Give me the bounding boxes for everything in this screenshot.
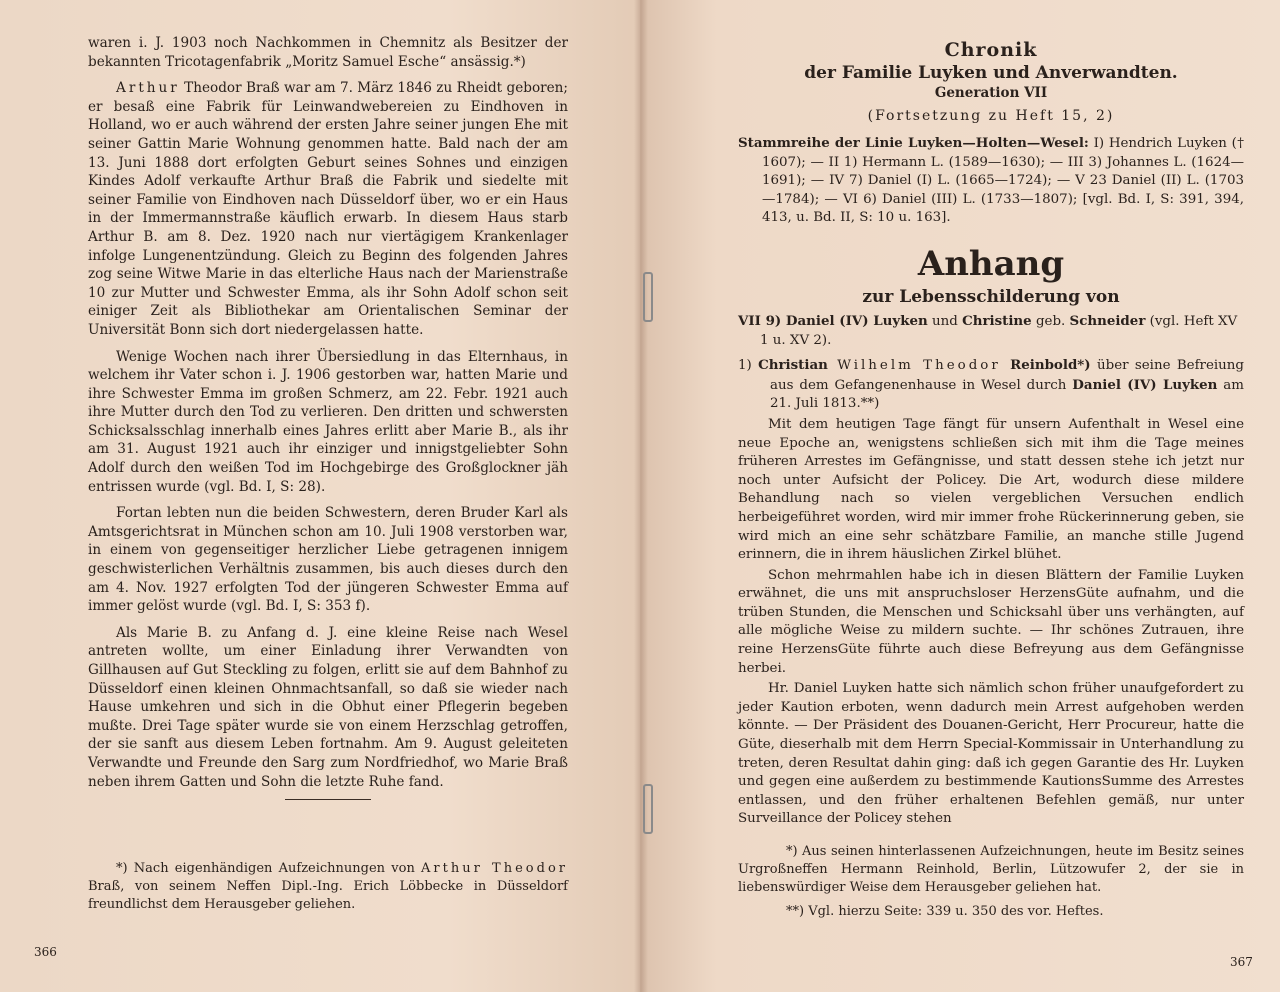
arthur-spaced-name: Arthur: [116, 80, 180, 97]
subject-name-2: Christine: [962, 312, 1032, 329]
staple-top: [643, 272, 653, 322]
lineage-text: I) Hendrich Luyken († 1607); — II 1) Hermann L. (1589—1630); — III 3) Johannes L. (1624—1691); — IV 7) Daniel (I) L. (1665—1724); — V 23 Daniel (II) L. (1703—1784); — VI 6) Daniel (III) L. (1733—1807); [vgl. Bd. I, S: 391, 394, 413, u. Bd. II, S: 10 u. 163].: [762, 136, 1244, 226]
subject-connector-1: und: [927, 313, 963, 329]
right-paragraph-3: Hr. Daniel Luyken hatte sich nämlich schon früher unaufgefordert zu jeder Kaution erboten, wenn dadurch mein Arrest aufgehoben werden könnte. — Der Präsident des Douanen-Gericht, Herr Procureur, hatte die Güte, dieserhalb mit dem Herrn Special-Kommissair in Unterhandlung zu treten, deren Resultat dahin ging: daß ich gegen Garantie des Hr. Luyken und gegen eine außerdem zu bestimmende KautionsSumme des Arrestes entlassen, und den früher erhaltenen Befehlen gemäß, nur unter Surveillance der Policey stehen: [738, 681, 1244, 827]
book-gutter: [634, 0, 648, 992]
continuation-note: (Fortsetzung zu Heft 15, 2): [867, 108, 1115, 124]
appendix-subheading: zur Lebensschilderung von: [862, 286, 1120, 307]
left-footnote-pre: *) Nach eigenhändigen Aufzeichnungen von: [116, 861, 422, 876]
staple-bottom: [643, 784, 653, 834]
section-divider: [285, 799, 371, 800]
item-1-text: über seine Befreiung aus dem Gefangenenhause in Wesel durch: [770, 358, 1244, 393]
left-footnote-post: Braß, von seinem Neffen Dipl.-Ing. Erich Löbbecke in Düsseldorf freundlichst dem Herausgeber geliehen.: [88, 879, 568, 912]
subject-reference: (vgl. Heft XV 1 u. XV 2).: [760, 313, 1238, 348]
item-1-middle-names: Wilhelm Theodor: [827, 358, 1011, 374]
lineage-label: Stammreihe der Linie Luyken—Holten—Wesel:: [738, 135, 1089, 151]
left-paragraph-2: [88, 79, 568, 339]
subject-name-3: Schneider: [1069, 312, 1146, 329]
item-1-rescuer: Daniel (IV) Luyken: [1072, 376, 1218, 393]
right-paragraph-2: Schon mehrmahlen habe ich in diesen Blättern der Familie Luyken erwähnet, die uns mit anspruchsloser HerzensGüte aufnahm, und die trüben Stunden, die Menschen und Schicksahl über uns verhängten, auf alle mögliche Weise zu mildern suchte. — Ihr schönes Zutrauen, ihre reine HerzensGüte führte auch diese Befreyung aus dem Gefängnisse herbei.: [738, 567, 1244, 676]
subject-connector-2: geb.: [1031, 313, 1070, 329]
left-page-number: 366: [34, 945, 57, 959]
chronicle-subtitle: der Familie Luyken und Anverwandten.: [804, 63, 1178, 83]
left-paragraph-4: Fortan lebten nun die beiden Schwestern, deren Bruder Karl als Amtsgerichtsrat in München schon am 10. Juli 1908 verstorben war, in einem von gegenseitiger herzlicher Liebe getragenen innigem geschwisterlichen Verhältnis zusammen, bis auch dieses durch den am 4. Nov. 1927 erfolgten Tod der jüngeren Schwester Emma auf immer gelöst wurde (vgl. Bd. I, S: 353 f).: [88, 505, 568, 615]
subject-line: [738, 312, 1244, 350]
item-1-date: am 21. Juli 1813.**): [770, 377, 1244, 412]
right-footnote-1: *) Aus seinen hinterlassenen Aufzeichnungen, heute im Besitz seines Urgroßneffen Hermann Reinhold, Berlin, Lützowufer 2, der sie in liebenswürdiger Weise dem Herausgeber geliehen hat.: [738, 844, 1244, 895]
left-footnote: [88, 860, 568, 914]
left-page-body: [88, 34, 568, 800]
left-paragraph-2-text: Theodor Braß war am 7. März 1846 zu Rheidt geboren; er besaß eine Fabrik für Leinwandwebereien zu Eindhoven in Holland, wo er auch während der ersten Jahre seiner jungen Ehe mit seiner Gattin Marie Wohnung genommen hatte. Bald nach der am 13. Juni 1888 dort erfolgten Geburt seines Sohnes und einzigen Kindes Adolf verkaufte Arthur Braß die Fabrik und siedelte mit seiner Familie von Eindhoven nach Düsseldorf über, wo er ein Haus in der Immermannstraße käuflich erwarb. In diesem Haus starb Arthur B. am 8. Dez. 1920 nach nur viertägigem Krankenlager infolge Lungenentzündung. Gleich zu Beginn des folgenden Jahres zog seine Witwe Marie in das elterliche Haus nach der Marienstraße 10 zur Mutter und Schwester Emma, als ihr Sohn Adolf schon seit einiger Zeit als Bibliothekar am Orientalischen Seminar der Universität Bonn sich dort niedergelassen hatte.: [88, 80, 569, 338]
right-page-number: 367: [1230, 955, 1253, 969]
item-1-number: 1): [738, 358, 759, 374]
right-footnote-2: **) Vgl. hierzu Seite: 339 u. 350 des vor. Heftes.: [786, 904, 1104, 919]
right-paragraph-1: Mit dem heutigen Tage fängt für unsern Aufenthalt in Wesel eine neue Epoche an, wenigstens schließen sich mit ihm die Tage meines früheren Arrestes im Gefängnisse, und statt dessen stehe ich jetzt nur noch unter Aufsicht der Policey. Die Art, wodurch diese mildere Behandlung nach so vielen vergeblichen Versuchen endlich herbeigeführet worden, wird mir immer frohe Rückerinnerung geben, sie wird mich an eine sehr schätzbare Familie, an manche stille Jugend erinnern, die in ihrem häuslichen Zirkel blühet.: [738, 416, 1244, 563]
right-page-body: [738, 38, 1244, 831]
left-paragraph-3: Wenige Wochen nach ihrer Übersiedlung in das Elternhaus, in welchem ihr Vater schon i. J. 1906 gestorben war, hatten Marie und ihre Schwester Emma im großen Schmerz, am 22. Febr. 1921 auch ihre Mutter durch den Tod zu verlieren. Den dritten und schwersten Schicksalsschlag innerhalb eines Jahres erlitt aber Marie B., als ihr am 31. August 1921 auch ihr einziger und innigstgeliebter Sohn Adolf durch den weißen Tod im Hochgebirge des Großglockner jäh entrissen wurde (vgl. Bd. I, S: 28).: [88, 348, 568, 495]
left-paragraph-1: waren i. J. 1903 noch Nachkommen in Chemnitz als Besitzer der bekannten Tricotagenfabrik „Moritz Samuel Esche“ ansässig.*): [88, 35, 568, 70]
chronicle-title: Chronik: [944, 39, 1038, 61]
left-paragraph-5: Als Marie B. zu Anfang d. J. eine kleine Reise nach Wesel antreten wollte, um einer Einladung ihrer Verwandten von Gillhausen auf Gut Steckling zu folgen, erlitt sie auf dem Bahnhof zu Düsseldorf einen kleinen Ohnmachtsanfall, so daß sie wieder nach Hause umkehren und sich in die Obhut einer Pflegerin begeben mußte. Drei Tage später wurde sie von einem Herzschlag getroffen, der sie sanft aus diesem Leben fortnahm. Am 9. August geleiteten Verwandte und Freunde den Sarg zum Nordfriedhof, wo Marie Braß neben ihrem Gatten und Sohn die letzte Ruhe fand.: [88, 624, 568, 790]
subject-name-1: VII 9) Daniel (IV) Luyken: [738, 312, 928, 329]
item-1-heading: [738, 356, 1244, 414]
item-1-surname: Reinbold*): [1010, 357, 1091, 374]
right-page: [640, 0, 1280, 992]
generation-heading: Generation VII: [934, 85, 1048, 101]
left-footnote-spaced: Arthur Theodor: [421, 861, 568, 876]
lineage-paragraph: [738, 134, 1244, 228]
appendix-heading: Anhang: [917, 243, 1065, 284]
item-1-first-name: Christian: [758, 357, 828, 374]
